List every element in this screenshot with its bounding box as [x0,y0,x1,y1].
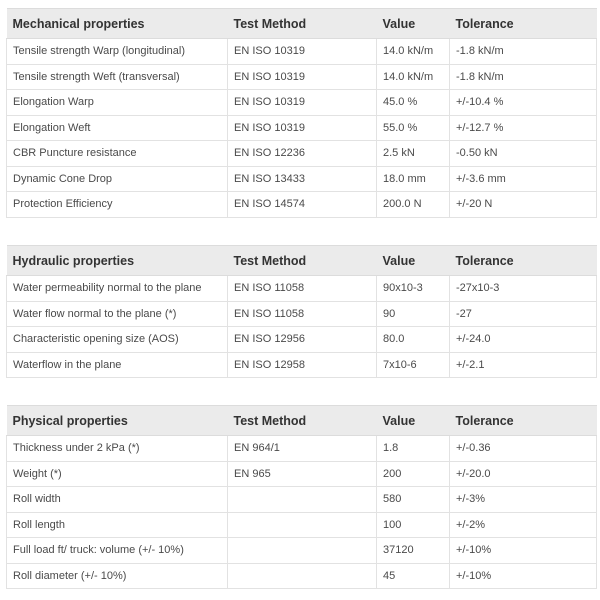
value-cell: 45 [377,563,450,589]
property-cell: Roll width [7,487,228,513]
hydraulic-properties-table [6,245,597,378]
header-value: Value [377,9,450,39]
table-header-row [7,406,597,436]
test-method-cell: EN ISO 14574 [228,192,377,218]
property-cell: Protection Efficiency [7,192,228,218]
header-property: Hydraulic properties [7,246,228,276]
test-method-cell: EN ISO 13433 [228,166,377,192]
tolerance-cell: -0.50 kN [450,141,597,167]
value-cell: 2.5 kN [377,141,450,167]
test-method-cell: EN ISO 12956 [228,327,377,353]
value-cell: 580 [377,487,450,513]
tolerance-cell: +/-12.7 % [450,115,597,141]
property-cell: Water permeability normal to the plane [7,276,228,302]
tolerance-cell: +/-2% [450,512,597,538]
test-method-cell: EN ISO 10319 [228,115,377,141]
tolerance-cell: -1.8 kN/m [450,39,597,65]
tolerance-cell: +/-2.1 [450,352,597,378]
value-cell: 100 [377,512,450,538]
header-test-method: Test Method [228,406,377,436]
table-row [7,301,597,327]
test-method-cell: EN ISO 11058 [228,301,377,327]
property-cell: Weight (*) [7,461,228,487]
header-tolerance: Tolerance [450,9,597,39]
test-method-cell [228,487,377,513]
test-method-cell [228,538,377,564]
property-cell: Elongation Warp [7,90,228,116]
tolerance-cell: -27x10-3 [450,276,597,302]
header-property: Mechanical properties [7,9,228,39]
value-cell: 90x10-3 [377,276,450,302]
table-row [7,487,597,513]
test-method-cell: EN ISO 11058 [228,276,377,302]
table-header-row [7,246,597,276]
table-row [7,39,597,65]
tolerance-cell: +/-10.4 % [450,90,597,116]
test-method-cell: EN ISO 10319 [228,39,377,65]
value-cell: 37120 [377,538,450,564]
value-cell: 14.0 kN/m [377,64,450,90]
value-cell: 14.0 kN/m [377,39,450,65]
test-method-cell: EN 965 [228,461,377,487]
header-test-method: Test Method [228,246,377,276]
table-row [7,115,597,141]
table-row [7,90,597,116]
table-row [7,166,597,192]
test-method-cell: EN ISO 10319 [228,64,377,90]
tolerance-cell: +/-20 N [450,192,597,218]
property-cell: Roll diameter (+/- 10%) [7,563,228,589]
property-cell: Thickness under 2 kPa (*) [7,436,228,462]
header-value: Value [377,406,450,436]
value-cell: 80.0 [377,327,450,353]
tolerance-cell: +/-20.0 [450,461,597,487]
property-cell: Dynamic Cone Drop [7,166,228,192]
value-cell: 200.0 N [377,192,450,218]
table-row [7,538,597,564]
property-cell: Tensile strength Warp (longitudinal) [7,39,228,65]
table-row [7,327,597,353]
property-cell: Characteristic opening size (AOS) [7,327,228,353]
value-cell: 45.0 % [377,90,450,116]
value-cell: 1.8 [377,436,450,462]
table-row [7,192,597,218]
value-cell: 200 [377,461,450,487]
tolerance-cell: +/-10% [450,538,597,564]
table-row [7,141,597,167]
tolerance-cell: +/-3.6 mm [450,166,597,192]
value-cell: 55.0 % [377,115,450,141]
tolerance-cell: +/-24.0 [450,327,597,353]
test-method-cell: EN ISO 12236 [228,141,377,167]
header-tolerance: Tolerance [450,406,597,436]
table-row [7,461,597,487]
property-cell: CBR Puncture resistance [7,141,228,167]
property-cell: Elongation Weft [7,115,228,141]
table-row [7,563,597,589]
header-tolerance: Tolerance [450,246,597,276]
value-cell: 7x10-6 [377,352,450,378]
table-row [7,436,597,462]
physical-properties-table [6,405,597,589]
table-row [7,512,597,538]
property-cell: Water flow normal to the plane (*) [7,301,228,327]
value-cell: 18.0 mm [377,166,450,192]
table-row [7,64,597,90]
header-test-method: Test Method [228,9,377,39]
table-row [7,352,597,378]
tolerance-cell: -27 [450,301,597,327]
header-property: Physical properties [7,406,228,436]
header-value: Value [377,246,450,276]
property-cell: Full load ft/ truck: volume (+/- 10%) [7,538,228,564]
tolerance-cell: +/-0.36 [450,436,597,462]
value-cell: 90 [377,301,450,327]
property-cell: Tensile strength Weft (transversal) [7,64,228,90]
table-row [7,276,597,302]
tolerance-cell: -1.8 kN/m [450,64,597,90]
property-cell: Roll length [7,512,228,538]
test-method-cell [228,563,377,589]
table-header-row [7,9,597,39]
property-cell: Waterflow in the plane [7,352,228,378]
tolerance-cell: +/-10% [450,563,597,589]
mechanical-properties-table [6,8,597,218]
test-method-cell: EN ISO 10319 [228,90,377,116]
test-method-cell: EN 964/1 [228,436,377,462]
tolerance-cell: +/-3% [450,487,597,513]
test-method-cell: EN ISO 12958 [228,352,377,378]
test-method-cell [228,512,377,538]
